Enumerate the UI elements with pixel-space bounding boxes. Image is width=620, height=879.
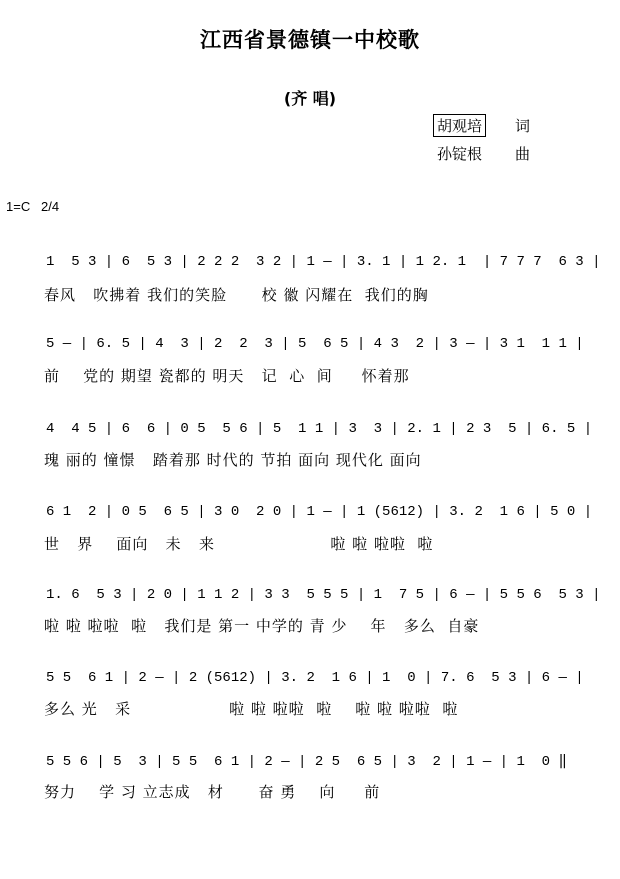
notation-line: 5 — | 6. 5 | 4 3 | 2 2 3 | 5 6 5 | 4 3 2 | 3 — | 3 1 1 1 | (46, 336, 584, 352)
song-subtitle: (齐 唱) (283, 89, 337, 108)
lyric-line: 前 党的 期望 瓷都的 明天 记 心 间 怀着那 (44, 367, 410, 385)
lyric-line: 世 界 面向 未 来 啦 啦 啦啦 啦 (44, 535, 434, 553)
lyric-line: 瑰 丽的 憧憬 踏着那 时代的 节拍 面向 现代化 面向 (44, 451, 422, 469)
lyricist-role: 词 (515, 117, 531, 135)
notation-line: 5 5 6 | 5 3 | 5 5 6 1 | 2 — | 2 5 6 5 | 3 2 | 1 — | 1 0 ‖ (46, 754, 567, 770)
notation-line: 1 5 3 | 6 5 3 | 2 2 2 3 2 | 1 — | 3. 1 | 1 2. 1 | 7 7 7 6 3 | (46, 254, 601, 270)
lyricist-name: 胡观培 (433, 114, 486, 137)
notation-line: 5 5 6 1 | 2 — | 2 (5612) | 3. 2 1 6 | 1 0 | 7. 6 5 3 | 6 — | (46, 670, 584, 686)
composer-name: 孙锭根 (437, 145, 483, 163)
notation-line: 4 4 5 | 6 6 | 0 5 5 6 | 5 1 1 | 3 3 | 2. 1 | 2 3 5 | 6. 5 | (46, 421, 593, 437)
lyric-line: 啦 啦 啦啦 啦 我们是 第一 中学的 青 少 年 多么 自豪 (44, 617, 480, 635)
key-signature: 1=C 2/4 (6, 199, 60, 214)
lyric-line: 多么 光 采 啦 啦 啦啦 啦 啦 啦 啦啦 啦 (44, 700, 459, 718)
composer-role: 曲 (515, 145, 531, 163)
song-title: 江西省景德镇一中校歌 (200, 28, 420, 52)
notation-line: 1. 6 5 3 | 2 0 | 1 1 2 | 3 3 5 5 5 | 1 7 5 | 6 — | 5 5 6 5 3 | (46, 587, 601, 603)
notation-line: 6 1 2 | 0 5 6 5 | 3 0 2 0 | 1 — | 1 (5612) | 3. 2 1 6 | 5 0 | (46, 504, 593, 520)
lyric-line: 努力 学 习 立志成 材 奋 勇 向 前 (44, 783, 381, 801)
lyric-line: 春风 吹拂着 我们的笑脸 校 徽 闪耀在 我们的胸 (44, 286, 429, 304)
